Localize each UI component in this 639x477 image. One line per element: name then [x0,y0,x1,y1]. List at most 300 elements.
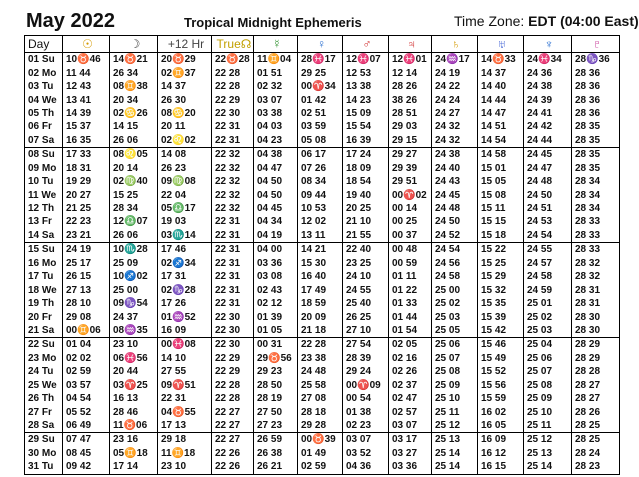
position-cell: 24 38 [524,80,572,93]
position-cell: 03 17 [389,433,432,447]
position-cell: 02♋26 [110,107,158,120]
position-cell: 15 46 [478,338,524,352]
position-cell: 28 51 [389,107,432,120]
position-cell: 02 16 [389,352,432,365]
column-header-row [25,36,620,53]
position-cell: 08♒35 [110,324,158,338]
position-cell: 27 55 [158,365,212,378]
position-cell: 22 30 [212,324,254,338]
position-cell: 13 11 [298,229,343,243]
position-cell: 03 36 [254,257,298,270]
position-cell: 22 32 [212,188,254,201]
position-cell: 25 12 [432,419,478,433]
position-cell: 28 24 [572,447,620,460]
position-cell: 26 59 [254,433,298,447]
position-cell: 25 11 [524,419,572,433]
true-node-icon: True☊ [212,36,254,53]
position-cell: 02 02 [63,352,110,365]
position-cell: 28 36 [572,80,620,93]
position-cell: 25 07 [524,365,572,378]
table-row [25,297,620,310]
position-cell: 29 51 [389,175,432,188]
position-cell: 28 32 [572,257,620,270]
position-cell: 25 10 [432,392,478,405]
position-cell: 28 35 [572,162,620,175]
position-cell: 14 39 [63,107,110,120]
position-cell: 04 03 [254,120,298,133]
position-cell: 25 11 [432,405,478,418]
position-cell: 25 06 [432,338,478,352]
position-cell: 01 42 [298,93,343,106]
position-cell: 13 41 [63,93,110,106]
position-cell: 02 12 [254,297,298,310]
position-cell: 24 54 [524,229,572,243]
position-cell: 28 30 [572,324,620,338]
position-cell: 24 50 [524,188,572,201]
position-cell: 28 46 [110,405,158,418]
position-cell: 28 23 [572,460,620,474]
position-cell: 10♐02 [110,270,158,283]
day-cell: 09 Mo [25,162,63,175]
position-cell: 25 00 [432,283,478,296]
position-cell: 23 38 [298,352,343,365]
position-cell: 15 25 [478,257,524,270]
day-cell: 21 Sa [25,324,63,338]
position-cell: 28 31 [572,283,620,296]
position-cell: 26 23 [158,162,212,175]
moon-12hr-label: +12 Hr [158,36,212,53]
day-cell: 16 Mo [25,257,63,270]
position-cell: 28 34 [110,202,158,215]
table-row [25,215,620,228]
position-cell: 18 54 [343,175,389,188]
position-cell: 06♓56 [110,352,158,365]
position-cell: 24 45 [432,188,478,201]
position-cell: 17 26 [158,297,212,310]
position-cell: 20 27 [63,188,110,201]
position-cell: 09♍08 [158,175,212,188]
position-cell: 28 29 [572,338,620,352]
position-cell: 02 51 [298,107,343,120]
position-cell: 02 43 [254,283,298,296]
position-cell: 16 02 [478,405,524,418]
position-cell: 03 52 [343,447,389,460]
position-cell: 24 40 [432,162,478,175]
day-cell: 17 Tu [25,270,63,283]
position-cell: 09 42 [63,460,110,474]
position-cell: 29 27 [389,148,432,162]
position-cell: 06 49 [63,419,110,433]
position-cell: 25 08 [432,365,478,378]
position-cell: 25 05 [432,324,478,338]
position-cell: 09♑54 [110,297,158,310]
day-label: Day [25,36,63,53]
position-cell: 22 27 [212,405,254,418]
table-row [25,283,620,296]
position-cell: 26 25 [343,310,389,323]
day-cell: 23 Mo [25,352,63,365]
position-cell: 07 26 [298,162,343,175]
position-cell: 03 36 [389,460,432,474]
position-cell: 28 26 [389,80,432,93]
position-cell: 03 59 [298,120,343,133]
tz-offset: (04:00 East) [560,13,639,29]
position-cell: 21 10 [343,215,389,228]
position-cell: 10♏28 [110,243,158,257]
position-cell: 14 54 [478,134,524,148]
position-cell: 03♏14 [158,229,212,243]
position-cell: 24 24 [432,93,478,106]
table-row [25,188,620,201]
position-cell: 02 37 [389,379,432,392]
position-cell: 11♊04 [254,53,298,67]
position-cell: 28 31 [572,297,620,310]
position-cell: 14 58 [478,148,524,162]
position-cell: 15 11 [478,202,524,215]
position-cell: 24♓34 [524,53,572,67]
position-cell: 24 37 [110,310,158,323]
position-cell: 04 54 [63,392,110,405]
position-cell: 24 22 [432,80,478,93]
position-cell: 15 59 [478,392,524,405]
position-cell: 18 31 [63,162,110,175]
position-cell: 29 24 [343,365,389,378]
page-header [0,0,639,34]
position-cell: 22 27 [212,433,254,447]
position-cell: 22 29 [212,365,254,378]
position-cell: 04♉55 [158,405,212,418]
position-cell: 20 34 [110,93,158,106]
position-cell: 11 44 [63,66,110,79]
position-cell: 24 48 [524,175,572,188]
day-cell: 10 Tu [25,175,63,188]
day-cell: 19 Th [25,297,63,310]
position-cell: 24 58 [524,270,572,283]
position-cell: 22 31 [212,120,254,133]
table-row [25,134,620,148]
position-cell: 17 33 [63,148,110,162]
position-cell: 14 40 [478,80,524,93]
position-cell: 25 04 [524,338,572,352]
position-cell: 02♌02 [158,134,212,148]
table-row [25,379,620,392]
position-cell: 23 21 [63,229,110,243]
position-cell: 15 37 [63,120,110,133]
time-zone [454,13,639,29]
tz-value: EDT [528,13,557,29]
position-cell: 19 03 [158,215,212,228]
position-cell: 24 55 [524,243,572,257]
day-cell: 24 Tu [25,365,63,378]
day-cell: 04 We [25,93,63,106]
position-cell: 07 47 [63,433,110,447]
table-row [25,80,620,93]
position-cell: 22 28 [212,66,254,79]
position-cell: 24 41 [524,107,572,120]
position-cell: 20 11 [158,120,212,133]
position-cell: 28 34 [572,188,620,201]
position-cell: 00♊06 [63,324,110,338]
position-cell: 22 27 [212,419,254,433]
position-cell: 24 39 [524,93,572,106]
moon-icon: ☽ [110,36,158,53]
day-cell: 03 Tu [25,80,63,93]
table-row [25,162,620,175]
position-cell: 02 59 [298,460,343,474]
position-cell: 17 13 [158,419,212,433]
position-cell: 01 44 [389,310,432,323]
position-cell: 05 52 [63,405,110,418]
position-cell: 25 09 [524,392,572,405]
position-cell: 17 24 [343,148,389,162]
position-cell: 24 47 [524,162,572,175]
day-cell: 28 Sa [25,419,63,433]
day-cell: 05 Th [25,107,63,120]
position-cell: 25 14 [524,460,572,474]
position-cell: 00 48 [389,243,432,257]
position-cell: 25 58 [298,379,343,392]
position-cell: 26 21 [254,460,298,474]
uranus-icon: ♅ [478,36,524,53]
table-row [25,229,620,243]
position-cell: 24 36 [524,66,572,79]
day-cell: 12 Th [25,202,63,215]
position-cell: 10 53 [298,202,343,215]
position-cell: 12♓01 [389,53,432,67]
position-cell: 27 13 [63,283,110,296]
saturn-icon: ♄ [432,36,478,53]
position-cell: 20 44 [110,365,158,378]
table-row [25,257,620,270]
position-cell: 01 11 [389,270,432,283]
position-cell: 26 15 [63,270,110,283]
position-cell: 25 14 [432,447,478,460]
ephemeris-body [25,53,620,475]
position-cell: 16 09 [158,324,212,338]
day-cell: 07 Sa [25,134,63,148]
position-cell: 14 08 [158,148,212,162]
position-cell: 14♉33 [478,53,524,67]
position-cell: 22 04 [158,188,212,201]
position-cell: 04 45 [254,202,298,215]
position-cell: 09 44 [298,188,343,201]
position-cell: 15 56 [478,379,524,392]
position-cell: 22 31 [212,243,254,257]
position-cell: 14 37 [158,80,212,93]
position-cell: 00 14 [389,202,432,215]
position-cell: 25 40 [343,297,389,310]
day-cell: 29 Su [25,433,63,447]
position-cell: 29 03 [389,120,432,133]
position-cell: 00♈34 [298,80,343,93]
table-row [25,310,620,323]
position-cell: 15 08 [478,188,524,201]
position-cell: 25 17 [63,257,110,270]
position-cell: 27 54 [343,338,389,352]
position-cell: 03 27 [389,447,432,460]
position-cell: 24 57 [524,257,572,270]
position-cell: 24 48 [298,365,343,378]
table-row [25,433,620,447]
position-cell: 22 31 [212,215,254,228]
position-cell: 28 19 [254,392,298,405]
position-cell: 25 00 [110,283,158,296]
position-cell: 01 38 [343,405,389,418]
position-cell: 04 00 [254,243,298,257]
table-row [25,338,620,352]
table-row [25,66,620,79]
position-cell: 14 23 [343,93,389,106]
position-cell: 23 25 [343,257,389,270]
neptune-icon: ♆ [524,36,572,53]
position-cell: 03 57 [63,379,110,392]
position-cell: 15 22 [478,243,524,257]
position-cell: 03♈25 [110,379,158,392]
table-row [25,392,620,405]
position-cell: 14 37 [478,66,524,79]
position-cell: 04 47 [254,162,298,175]
position-cell: 18 09 [343,162,389,175]
day-cell: 22 Su [25,338,63,352]
day-cell: 02 Mo [25,66,63,79]
position-cell: 28 18 [298,405,343,418]
table-row [25,270,620,283]
position-cell: 15 18 [478,229,524,243]
position-cell: 15 52 [478,365,524,378]
position-cell: 15 09 [343,107,389,120]
position-cell: 15 39 [478,310,524,323]
position-cell: 24 10 [343,270,389,283]
position-cell: 17 31 [158,270,212,283]
position-cell: 28 36 [572,107,620,120]
ephemeris-table [24,35,620,475]
day-cell: 30 Mo [25,447,63,460]
position-cell: 12♓07 [343,53,389,67]
position-cell: 29 25 [298,66,343,79]
position-cell: 25 13 [524,447,572,460]
position-cell: 02 57 [389,405,432,418]
position-cell: 22 26 [212,447,254,460]
position-cell: 16 35 [63,134,110,148]
position-cell: 09♈51 [158,379,212,392]
position-cell: 14 10 [158,352,212,365]
table-row [25,243,620,257]
position-cell: 28 27 [572,392,620,405]
position-cell: 16 05 [478,419,524,433]
position-cell: 28 36 [572,93,620,106]
tz-label: Time Zone: [454,13,525,29]
position-cell: 01 51 [254,66,298,79]
position-cell: 24 27 [432,107,478,120]
position-cell: 01 39 [254,310,298,323]
position-cell: 12 53 [343,66,389,79]
position-cell: 01 22 [389,283,432,296]
position-cell: 28 32 [572,270,620,283]
position-cell: 12 02 [298,215,343,228]
position-cell: 08♌05 [110,148,158,162]
position-cell: 28 50 [254,379,298,392]
sun-icon: ☉ [63,36,110,53]
position-cell: 28♑36 [572,53,620,67]
position-cell: 17 14 [110,460,158,474]
position-cell: 12♎07 [110,215,158,228]
position-cell: 05♎17 [158,202,212,215]
position-cell: 18 59 [298,297,343,310]
position-cell: 27 23 [254,419,298,433]
mars-icon: ♂ [343,36,389,53]
day-cell: 26 Th [25,392,63,405]
position-cell: 28 25 [572,433,620,447]
month-title: May 2022 [26,10,115,32]
position-cell: 22 30 [212,107,254,120]
position-cell: 25 02 [524,310,572,323]
position-cell: 20 25 [343,202,389,215]
position-cell: 02 47 [389,392,432,405]
position-cell: 00 37 [389,229,432,243]
position-cell: 24 32 [432,134,478,148]
day-cell: 06 Fr [25,120,63,133]
position-cell: 25 03 [524,324,572,338]
position-cell: 22 28 [212,392,254,405]
position-cell: 21 25 [63,202,110,215]
position-cell: 02♐34 [158,257,212,270]
position-cell: 23 10 [158,460,212,474]
position-cell: 25 08 [524,379,572,392]
day-cell: 14 Sa [25,229,63,243]
position-cell: 22♉28 [212,53,254,67]
position-cell: 01 05 [254,324,298,338]
table-row [25,202,620,215]
venus-icon: ♀ [298,36,343,53]
position-cell: 24 42 [524,120,572,133]
position-cell: 02 32 [254,80,298,93]
position-cell: 03 38 [254,107,298,120]
position-cell: 01 04 [63,338,110,352]
position-cell: 11♊18 [158,447,212,460]
ephemeris-title: Tropical Midnight Ephemeris [184,15,362,30]
position-cell: 12 14 [389,66,432,79]
position-cell: 26 06 [110,134,158,148]
table-row [25,365,620,378]
position-cell: 22 30 [212,310,254,323]
position-cell: 20♉29 [158,53,212,67]
position-cell: 08 34 [298,175,343,188]
table-row [25,93,620,106]
position-cell: 03 07 [254,93,298,106]
position-cell: 23 10 [110,338,158,352]
position-cell: 19 40 [343,188,389,201]
mercury-icon: ☿ [254,36,298,53]
table-row [25,460,620,474]
position-cell: 04 23 [254,134,298,148]
position-cell: 04 36 [343,460,389,474]
position-cell: 03 07 [389,419,432,433]
position-cell: 28 25 [572,419,620,433]
position-cell: 22 31 [212,229,254,243]
position-cell: 26 38 [254,447,298,460]
position-cell: 02♍40 [110,175,158,188]
position-cell: 28 33 [572,243,620,257]
position-cell: 20 14 [110,162,158,175]
position-cell: 11♉06 [110,419,158,433]
position-cell: 22 28 [298,338,343,352]
position-cell: 00♈09 [343,379,389,392]
position-cell: 01 49 [298,447,343,460]
position-cell: 24 48 [432,202,478,215]
position-cell: 28 26 [572,405,620,418]
table-row [25,120,620,133]
day-cell: 13 Fr [25,215,63,228]
